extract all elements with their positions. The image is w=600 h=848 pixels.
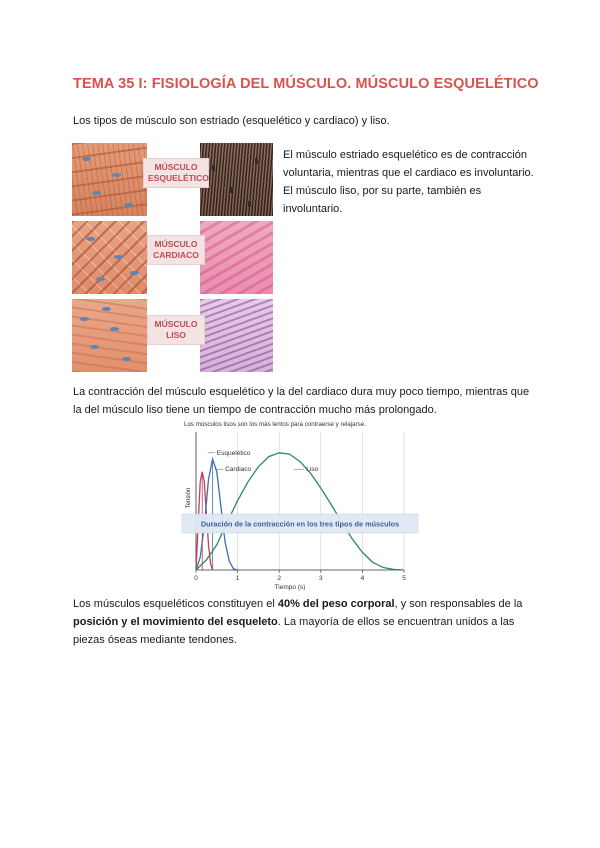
x-axis-label: Tiempo (s) [274, 584, 306, 591]
x-tick-label: 2 [277, 575, 282, 582]
x-tick-label: 5 [402, 575, 406, 582]
smooth-muscle-micrograph [200, 299, 273, 372]
legend-label-cardiaco: Cardiaco [225, 466, 252, 474]
skeletal-muscle-micrograph [200, 143, 273, 216]
x-tick-label: 4 [360, 575, 365, 582]
skeletal-muscle-drawing [72, 143, 147, 216]
contraction-duration-chart [180, 416, 420, 594]
closing-paragraph: Los músculos esqueléticos constituyen el 40% del peso corporal, y son responsables de la posición y el movimiento del esqueleto. La mayoría de ellos se encuentran unidos a las piezas óseas mediante tendones. [73, 598, 523, 646]
cardiac-muscle-micrograph [200, 221, 273, 294]
x-tick-label: 3 [318, 575, 323, 582]
label-cardiac-muscle: MÚSCULO CARDIACO [147, 235, 205, 265]
chart-caption: Duración de la contracción en los tres tipos de músculos [200, 519, 400, 529]
muscle-types-description: El músculo estriado esquelético es de contracción voluntaria, mientras que el cardiaco es involuntario. El músculo liso, por su parte, también es involuntario. [283, 149, 534, 215]
label-smooth-muscle: MÚSCULO LISO [147, 315, 205, 345]
legend-label-liso: Liso [306, 466, 319, 474]
intro-paragraph: Los tipos de músculo son estriado (esquelético y cardiaco) y liso. [73, 115, 390, 127]
legend-label-esquelético: Esquelético [216, 449, 251, 457]
label-skeletal-muscle: MÚSCULO ESQUELÉTICO [143, 158, 209, 188]
y-axis-label: Tensión [186, 487, 192, 509]
smooth-muscle-drawing [72, 299, 147, 372]
cardiac-muscle-drawing [72, 221, 147, 294]
chart-title: Los músculos lisos son los más lentos para contraerse y relajarse. [184, 421, 366, 428]
contraction-paragraph: La contracción del músculo esquelético y la del cardiaco dura muy poco tiempo, mientras que la del músculo liso tiene un tiempo de contracción mucho más prolongado. [73, 386, 530, 416]
page-title: TEMA 35 I: FISIOLOGÍA DEL MÚSCULO. MÚSCULO ESQUELÉTICO [73, 76, 539, 92]
x-tick-label: 1 [235, 575, 240, 582]
x-tick-label: 0 [194, 575, 198, 582]
